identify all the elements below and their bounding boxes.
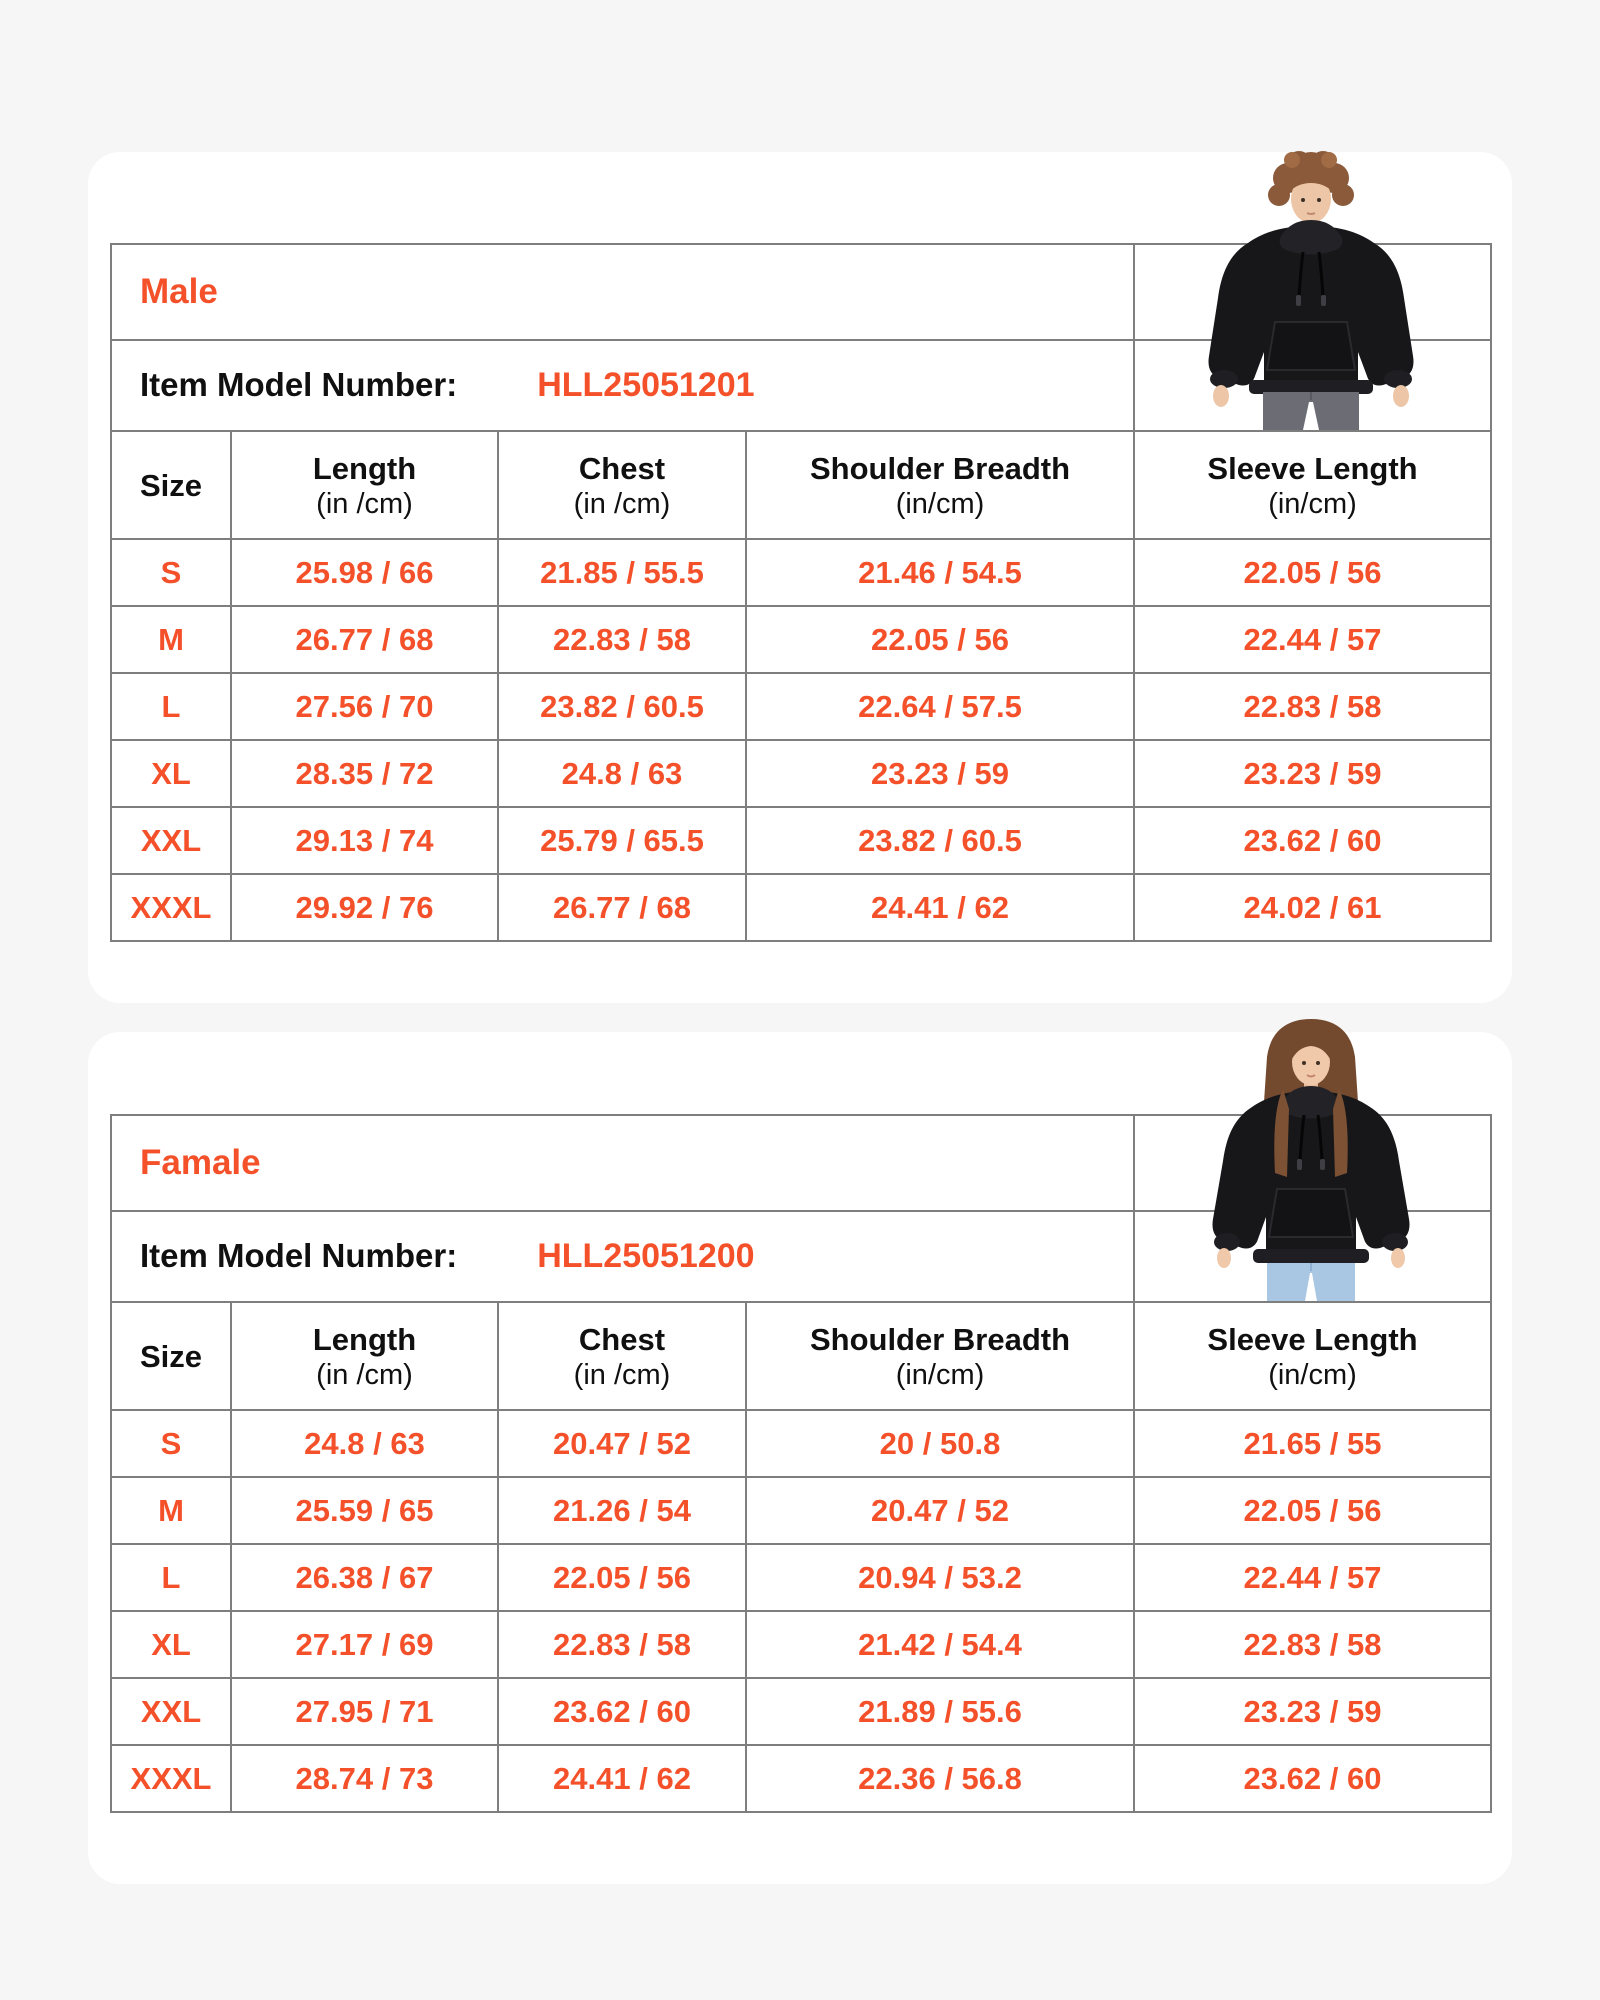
- sleeve-value: 23.62 / 60: [1134, 1745, 1491, 1812]
- model-number-label: Item Model Number:: [140, 1237, 458, 1274]
- length-value: 27.95 / 71: [231, 1678, 498, 1745]
- shoulder-value: 22.05 / 56: [746, 606, 1134, 673]
- chest-value: 23.82 / 60.5: [498, 673, 746, 740]
- title-cell: [111, 244, 1134, 340]
- shoulder-value: 22.64 / 57.5: [746, 673, 1134, 740]
- female-size-card: [88, 1032, 1512, 1884]
- size-label: S: [111, 539, 231, 606]
- model-number-row: [111, 340, 1491, 431]
- shoulder-value: 21.46 / 54.5: [746, 539, 1134, 606]
- shoulder-value: 21.89 / 55.6: [746, 1678, 1134, 1745]
- sleeve-value: 22.05 / 56: [1134, 539, 1491, 606]
- size-row-s: [111, 539, 1491, 606]
- size-row-xxl: [111, 1678, 1491, 1745]
- length-value: 24.8 / 63: [231, 1410, 498, 1477]
- photo-cell: [1134, 244, 1491, 340]
- col-label: Size: [139, 1338, 203, 1374]
- size-label: XXL: [111, 807, 231, 874]
- col-label: Sleeve Length: [1207, 450, 1418, 486]
- size-label: XL: [111, 1611, 231, 1678]
- col-header-chest: [498, 431, 746, 539]
- size-label: XL: [111, 740, 231, 807]
- size-row-l: [111, 1544, 1491, 1611]
- col-label: Length: [312, 450, 417, 486]
- col-label: Shoulder Breadth: [809, 1321, 1071, 1357]
- size-label: XXXL: [111, 874, 231, 941]
- col-header-shoulder: [746, 431, 1134, 539]
- size-label: L: [111, 1544, 231, 1611]
- model-number-cell: [111, 1211, 1134, 1302]
- sleeve-value: 22.44 / 57: [1134, 1544, 1491, 1611]
- col-label: Chest: [578, 450, 666, 486]
- sleeve-value: 22.44 / 57: [1134, 606, 1491, 673]
- size-row-m: [111, 606, 1491, 673]
- length-value: 29.92 / 76: [231, 874, 498, 941]
- col-label: Chest: [578, 1321, 666, 1357]
- chest-value: 24.8 / 63: [498, 740, 746, 807]
- sleeve-value: 21.65 / 55: [1134, 1410, 1491, 1477]
- male-size-card: [88, 152, 1512, 1003]
- col-header-length: [231, 431, 498, 539]
- shoulder-value: 23.23 / 59: [746, 740, 1134, 807]
- size-label: M: [111, 1477, 231, 1544]
- photo-cell: [1134, 1211, 1491, 1302]
- chest-value: 22.83 / 58: [498, 1611, 746, 1678]
- col-header-size: [111, 1302, 231, 1410]
- column-header-row: [111, 431, 1491, 539]
- length-value: 26.77 / 68: [231, 606, 498, 673]
- length-value: 25.98 / 66: [231, 539, 498, 606]
- sleeve-value: 22.05 / 56: [1134, 1477, 1491, 1544]
- shoulder-value: 24.41 / 62: [746, 874, 1134, 941]
- size-label: S: [111, 1410, 231, 1477]
- col-unit: (in/cm): [895, 1358, 985, 1391]
- size-row-xxxl: [111, 1745, 1491, 1812]
- chest-value: 25.79 / 65.5: [498, 807, 746, 874]
- col-unit: (in /cm): [573, 487, 671, 520]
- col-header-length: [231, 1302, 498, 1410]
- size-row-xxxl: [111, 874, 1491, 941]
- model-number-value: HLL25051201: [537, 366, 755, 404]
- model-number-cell: [111, 340, 1134, 431]
- chest-value: 21.85 / 55.5: [498, 539, 746, 606]
- gender-title: Male: [140, 272, 218, 311]
- shoulder-value: 20.94 / 53.2: [746, 1544, 1134, 1611]
- length-value: 28.74 / 73: [231, 1745, 498, 1812]
- col-label: Shoulder Breadth: [809, 450, 1071, 486]
- female-size-table: [110, 1114, 1492, 1813]
- col-header-size: [111, 431, 231, 539]
- col-unit: (in/cm): [895, 487, 985, 520]
- length-value: 29.13 / 74: [231, 807, 498, 874]
- male-size-table: [110, 243, 1492, 942]
- size-label: XXXL: [111, 1745, 231, 1812]
- size-label: L: [111, 673, 231, 740]
- model-number-row: [111, 1211, 1491, 1302]
- length-value: 27.17 / 69: [231, 1611, 498, 1678]
- sleeve-value: 23.23 / 59: [1134, 1678, 1491, 1745]
- chest-value: 26.77 / 68: [498, 874, 746, 941]
- sleeve-value: 22.83 / 58: [1134, 673, 1491, 740]
- chest-value: 24.41 / 62: [498, 1745, 746, 1812]
- table-title-row: [111, 244, 1491, 340]
- chest-value: 23.62 / 60: [498, 1678, 746, 1745]
- col-label: Sleeve Length: [1207, 1321, 1418, 1357]
- length-value: 25.59 / 65: [231, 1477, 498, 1544]
- shoulder-value: 21.42 / 54.4: [746, 1611, 1134, 1678]
- size-label: XXL: [111, 1678, 231, 1745]
- col-unit: (in /cm): [573, 1358, 671, 1391]
- col-unit: (in/cm): [1268, 1358, 1357, 1391]
- sleeve-value: 23.23 / 59: [1134, 740, 1491, 807]
- shoulder-value: 20.47 / 52: [746, 1477, 1134, 1544]
- photo-cell: [1134, 1115, 1491, 1211]
- chest-value: 22.05 / 56: [498, 1544, 746, 1611]
- shoulder-value: 22.36 / 56.8: [746, 1745, 1134, 1812]
- size-row-m: [111, 1477, 1491, 1544]
- size-row-xl: [111, 1611, 1491, 1678]
- model-number-value: HLL25051200: [537, 1237, 755, 1275]
- col-header-sleeve: [1134, 1302, 1491, 1410]
- column-header-row: [111, 1302, 1491, 1410]
- size-row-s: [111, 1410, 1491, 1477]
- title-cell: [111, 1115, 1134, 1211]
- sleeve-value: 22.83 / 58: [1134, 1611, 1491, 1678]
- shoulder-value: 23.82 / 60.5: [746, 807, 1134, 874]
- chest-value: 20.47 / 52: [498, 1410, 746, 1477]
- sleeve-value: 24.02 / 61: [1134, 874, 1491, 941]
- gender-title: Famale: [140, 1143, 261, 1182]
- length-value: 28.35 / 72: [231, 740, 498, 807]
- sleeve-value: 23.62 / 60: [1134, 807, 1491, 874]
- size-row-l: [111, 673, 1491, 740]
- col-unit: (in /cm): [316, 487, 413, 520]
- col-label: Length: [312, 1321, 417, 1357]
- chest-value: 21.26 / 54: [498, 1477, 746, 1544]
- length-value: 27.56 / 70: [231, 673, 498, 740]
- col-header-shoulder: [746, 1302, 1134, 1410]
- table-title-row: [111, 1115, 1491, 1211]
- col-label: Size: [139, 467, 203, 503]
- chest-value: 22.83 / 58: [498, 606, 746, 673]
- col-unit: (in/cm): [1268, 487, 1357, 520]
- col-header-sleeve: [1134, 431, 1491, 539]
- size-row-xl: [111, 740, 1491, 807]
- photo-cell: [1134, 340, 1491, 431]
- model-number-label: Item Model Number:: [140, 366, 458, 403]
- size-row-xxl: [111, 807, 1491, 874]
- size-label: M: [111, 606, 231, 673]
- col-header-chest: [498, 1302, 746, 1410]
- shoulder-value: 20 / 50.8: [746, 1410, 1134, 1477]
- length-value: 26.38 / 67: [231, 1544, 498, 1611]
- col-unit: (in /cm): [316, 1358, 413, 1391]
